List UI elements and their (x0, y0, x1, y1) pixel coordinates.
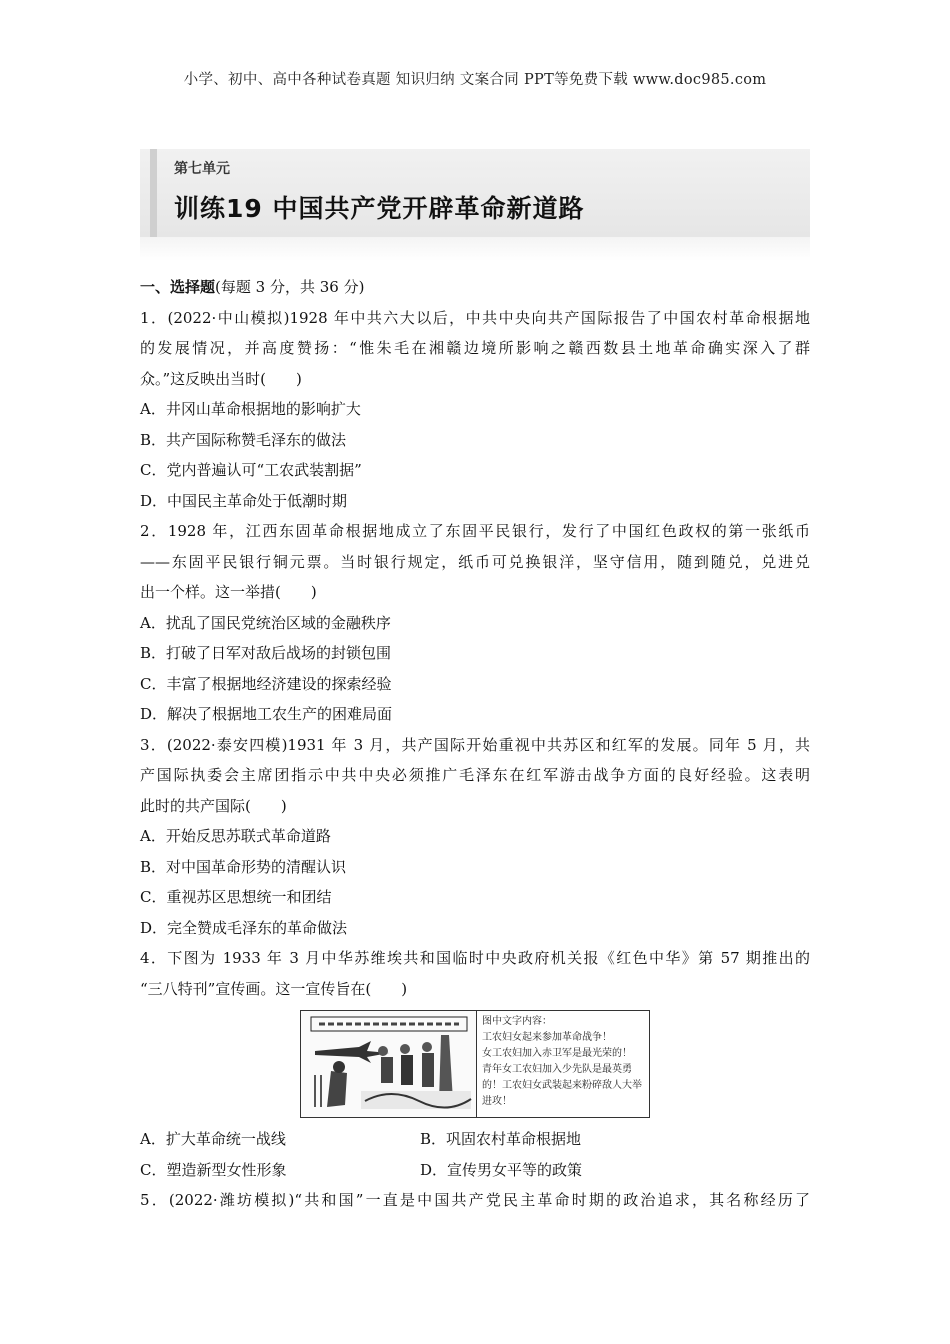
question-3-option-b: B．对中国革命形势的清醒认识 (140, 857, 347, 876)
banner-accent-bar (150, 149, 157, 237)
question-2-option-b: B．打破了日军对敌后战场的封锁包围 (140, 644, 392, 662)
question-3-line-2: 产国际执委会主席团指示中共中央必须推广毛泽东在红军游击战争方面的良好经验。这表明 (140, 766, 810, 784)
question-4-options-row-1 (140, 1124, 810, 1155)
poster-illustration (301, 1011, 477, 1117)
question-3-option-c: C．重视苏区思想统一和团结 (140, 888, 332, 906)
propaganda-poster-image (301, 1011, 477, 1117)
question-1-option-b: B．共产国际称赞毛泽东的做法 (140, 430, 347, 449)
question-5-line-1: 5．(2022·潍坊模拟)“共和国”一直是中国共产党民主革命时期的政治追求，其名称经历了 (140, 1191, 810, 1209)
question-2-line-3: 出一个样。这一举措( ) (140, 583, 317, 601)
question-4-option-b: B．巩固农村革命根据地 (420, 1130, 582, 1148)
question-2-line-2: ——东固平民银行铜元票。当时银行规定，纸币可兑换银洋，坚守信用，随到随兑，兑进兑 (140, 552, 810, 571)
section-heading (140, 272, 810, 303)
question-1-line-3: 众。”这反映出当时( ) (140, 369, 302, 388)
question-3-option-d: D．完全赞成毛泽东的革命做法 (140, 918, 348, 937)
figure-frame (300, 1010, 650, 1118)
question-1-line-2: 的发展情况，并高度赞扬：“惟朱毛在湘赣边境所影响之赣西数县土地革命确实深入了群 (140, 339, 810, 357)
question-1-option-a: A．井冈山革命根据地的影响扩大 (140, 400, 361, 418)
question-1-option-d: D．中国民主革命处于低潮时期 (140, 491, 348, 510)
question-2-option-d: D．解决了根据地工农生产的困难局面 (140, 705, 393, 723)
question-3-option-a: A．开始反思苏联式革命道路 (140, 827, 331, 845)
question-3-line-1: 3．(2022·泰安四模)1931 年 3 月，共产国际开始重视中共苏区和红军的发展。同年 5 月，共 (140, 735, 810, 754)
figure-caption-line-1: 工农妇女起来参加革命战争！ (482, 1032, 612, 1043)
figure-caption (477, 1011, 649, 1117)
question-4-line-2: “三八特刊”宣传画。这一宣传旨在( ) (140, 979, 408, 998)
section-title: 一、选择题 (140, 278, 216, 296)
question-4-option-a: A．扩大革命统一战线 (140, 1130, 286, 1148)
question-2-option-a: A．扰乱了国民党统治区域的金融秩序 (140, 613, 391, 632)
question-1-option-c: C．党内普遍认可“工农武装割据” (140, 461, 362, 479)
figure-caption-line-3: 青年女工农妇加入少先队是最英勇的！工农妇女武装起来粉碎敌人大举进攻！ (482, 1064, 642, 1107)
question-content (140, 272, 810, 1216)
unit-label: 第七单元 (174, 161, 230, 177)
figure-caption-title: 图中文字内容： (482, 1016, 552, 1027)
question-4-line-1: 4．下图为 1933 年 3 月中华苏维埃共和国临时中央政府机关报《红色中华》第 57 期推出的 (140, 949, 810, 967)
question-4-options-row-2 (140, 1155, 810, 1186)
question-1-line-1: 1．(2022·中山模拟)1928 年中共六大以后，中共中央向共产国际报告了中国农村革命根据地 (140, 308, 810, 327)
unit-banner (140, 149, 810, 237)
page-title: 训练19 中国共产党开辟革命新道路 (174, 194, 585, 223)
banner-shadow (140, 237, 810, 261)
figure-caption-line-2: 女工农妇加入赤卫军是最光荣的！ (482, 1048, 632, 1059)
propaganda-figure (140, 1004, 810, 1124)
question-2-option-c: C．丰富了根据地经济建设的探索经验 (140, 674, 392, 693)
question-2-line-1: 2．1928 年，江西东固革命根据地成立了东固平民银行，发行了中国红色政权的第一张纸币 (140, 522, 810, 540)
question-3-line-3: 此时的共产国际( ) (140, 796, 287, 815)
question-4-option-d: D．宣传男女平等的政策 (420, 1160, 583, 1179)
site-header: 小学、初中、高中各种试卷真题 知识归纳 文案合同 PPT等免费下载 www.doc985.com (183, 72, 767, 88)
section-note: (每题 3 分，共 36 分) (215, 278, 365, 296)
question-4-option-c: C．塑造新型女性形象 (140, 1160, 287, 1179)
